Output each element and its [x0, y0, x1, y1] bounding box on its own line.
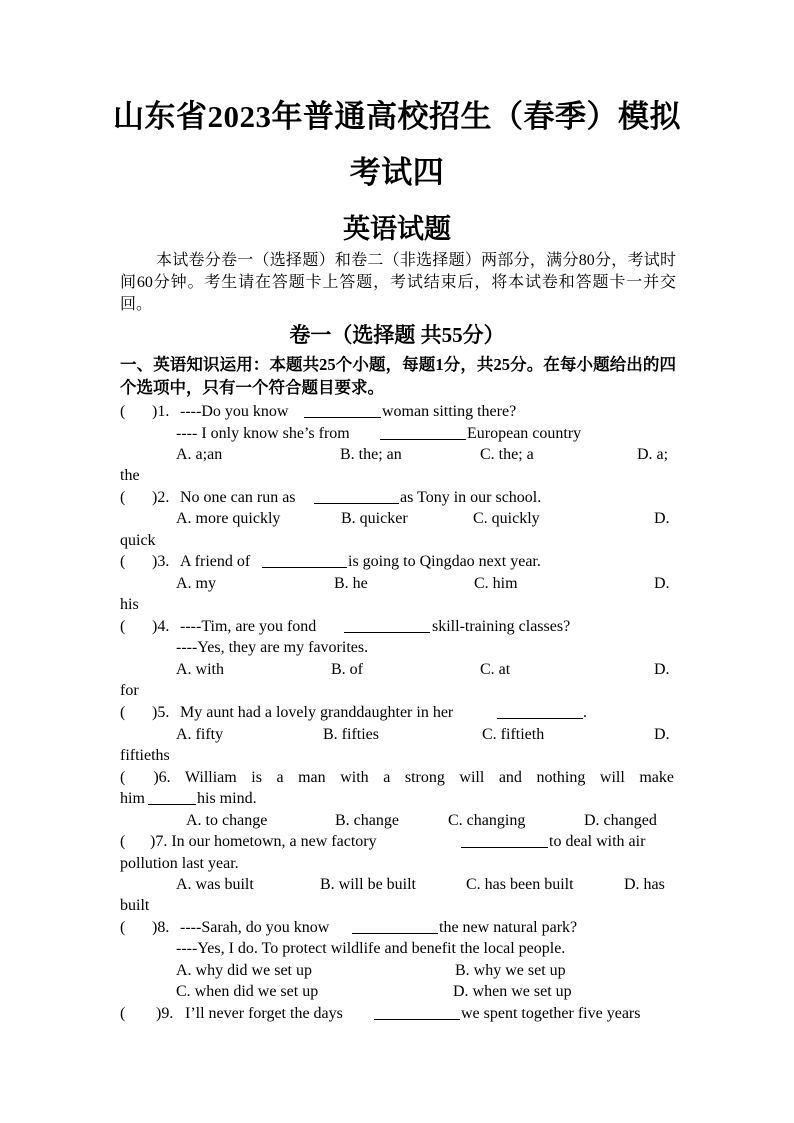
question-4-options — [0, 659, 794, 681]
question-2-options — [0, 508, 794, 530]
option-b: B. change — [335, 812, 399, 829]
option-a: A. a;an — [176, 446, 223, 463]
option-c: C. changing — [448, 812, 526, 829]
question-8-options-row1 — [0, 960, 794, 982]
answer-blank — [461, 831, 548, 848]
option-b: B. quicker — [341, 510, 408, 527]
option-a: A. to change — [186, 812, 268, 829]
part-heading: 一、英语知识运用：本题共25个小题，每题1分，共25分。在每小题给出的四个选项中，只有一个符合题目要求。 — [120, 355, 676, 397]
question-5-wrap: fiftieths — [120, 747, 170, 764]
question-3-options — [0, 573, 794, 595]
option-c: C. fiftieth — [482, 726, 545, 743]
question-4-wrap: for — [120, 682, 139, 699]
option-d: D. when we set up — [453, 983, 572, 1000]
option-a: A. my — [176, 575, 216, 592]
answer-blank — [352, 917, 438, 934]
answer-blank — [262, 551, 347, 568]
exam-title-line1: 山东省2023年普通高校招生（春季）模拟 — [113, 99, 681, 134]
question-1-line2: ---- I only know she’s from European country — [176, 425, 582, 442]
answer-blank — [304, 401, 381, 418]
question-8-stem: ( )8. ----Sarah, do you know the new natural park? — [120, 919, 578, 936]
question-6-stem — [0, 767, 794, 789]
option-d: D. changed — [584, 812, 657, 829]
section-title: 卷一（选择题 共55分） — [289, 323, 505, 347]
answer-blank — [344, 616, 430, 633]
option-a: A. why did we set up — [176, 962, 312, 979]
exam-instructions: 本试卷分卷一（选择题）和卷二（非选择题）两部分，满分80分，考试时间60分钟。考生请在答题卡上答题，考试结束后，将本试卷和答题卡一并交回。 — [120, 252, 676, 313]
option-b: B. of — [331, 661, 363, 678]
question-1-stem: ( )1. ----Do you know woman sitting there? — [120, 403, 517, 420]
option-a: A. with — [176, 661, 224, 678]
option-a: A. was built — [176, 876, 254, 893]
option-d: D. — [654, 575, 670, 592]
option-d: D. — [654, 726, 670, 743]
question-6-line2: him his mind. — [120, 790, 257, 807]
option-b: B. why we set up — [455, 962, 566, 979]
option-b: B. will be built — [320, 876, 416, 893]
subject-title: 英语试题 — [343, 214, 451, 244]
option-c: C. has been built — [466, 876, 574, 893]
question-4-stem: ( )4. ----Tim, are you fond skill-training classes? — [120, 618, 571, 635]
option-b: B. fifties — [323, 726, 379, 743]
question-1-wrap: the — [120, 467, 140, 484]
question-8-line2: ----Yes, I do. To protect wildlife and benefit the local people. — [176, 940, 566, 957]
question-1-options — [0, 444, 794, 466]
question-3-stem: ( )3. A friend of is going to Qingdao next year. — [120, 553, 541, 570]
answer-blank — [314, 487, 399, 504]
option-c: C. the; a — [480, 446, 534, 463]
answer-blank — [148, 788, 196, 805]
answer-blank — [497, 702, 583, 719]
question-9-stem: ( )9. I’ll never forget the days we spent together five years — [120, 1005, 641, 1022]
option-c: C. at — [480, 661, 511, 678]
option-d: D. a; — [637, 446, 669, 463]
question-2-stem: ( )2. No one can run as as Tony in our school. — [120, 489, 542, 506]
question-7-stem: ( )7. In our hometown, a new factory to deal with air — [120, 833, 646, 850]
question-7-line2: pollution last year. — [120, 855, 239, 872]
option-b: B. the; an — [340, 446, 402, 463]
option-b: B. he — [334, 575, 368, 592]
option-c: C. when did we set up — [176, 983, 319, 1000]
question-5-options — [0, 724, 794, 746]
question-8-options-row2 — [0, 981, 794, 1003]
question-4-line2: ----Yes, they are my favorites. — [176, 639, 369, 656]
question-7-options — [0, 874, 794, 896]
answer-blank — [374, 1003, 460, 1020]
question-6-justified: ( )6. William is a man with a strong will and nothing will make — [120, 769, 674, 786]
question-7-wrap: built — [120, 897, 150, 914]
option-c: C. him — [474, 575, 518, 592]
option-a: A. more quickly — [176, 510, 281, 527]
answer-blank — [380, 423, 466, 440]
question-6-options — [0, 810, 794, 832]
question-3-wrap: his — [120, 596, 139, 613]
question-5-stem: ( )5. My aunt had a lovely granddaughter in her . — [120, 704, 587, 721]
option-a: A. fifty — [176, 726, 224, 743]
exam-title-line2: 考试四 — [349, 155, 445, 190]
option-d: D. — [654, 510, 670, 527]
question-2-wrap: quick — [120, 532, 156, 549]
option-d: D. has — [624, 876, 665, 893]
option-c: C. quickly — [473, 510, 540, 527]
option-d: D. — [654, 661, 670, 678]
